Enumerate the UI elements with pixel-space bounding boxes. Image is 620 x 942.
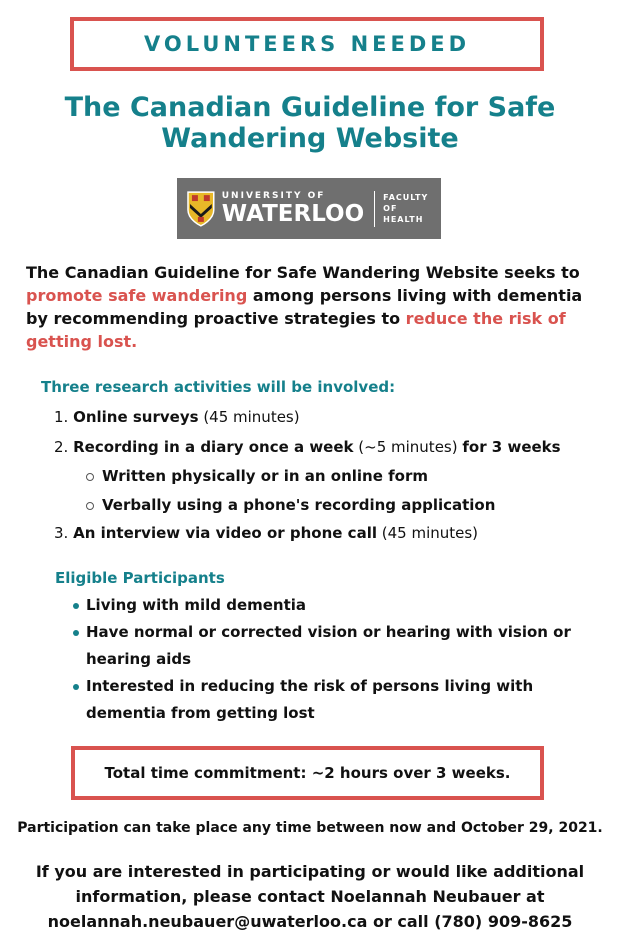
eligible-item-1: Living with mild dementia [86, 596, 307, 614]
activity-2-sub-2: Verbally using a phone's recording application [86, 495, 495, 515]
volunteers-banner [70, 17, 544, 71]
intro-highlight-1: promote safe wandering [26, 286, 248, 305]
logo-faculty [383, 192, 441, 225]
activity-3-duration: (45 minutes) [376, 524, 479, 542]
time-commitment-text: Total time commitment: ~2 hours over 3 weeks. [104, 764, 511, 782]
activity-3-bold: An interview via video or phone call [73, 524, 377, 542]
contact-line-1: If you are interested in participating or would like additional [35, 862, 585, 881]
eligible-item-3: Interested in reducing the risk of persons living with dementia from getting lost [86, 677, 534, 722]
participation-note: Participation can take place any time between now and October 29, 2021. [17, 820, 603, 836]
activity-2-frequency: for 3 weeks [462, 438, 561, 456]
intro-part-1: The Canadian Guideline for Safe Wandering Website seeks to [26, 263, 580, 282]
bullet-dot [73, 603, 79, 609]
title-line-1: The Canadian Guideline for Safe [64, 92, 556, 123]
logo-faculty-line: FACULTY [383, 193, 429, 202]
university-logo [177, 178, 441, 239]
title-line-2: Wandering Website [161, 123, 459, 154]
logo-health-line: OF HEALTH [383, 204, 424, 224]
contact-line-2: information, please contact Noelannah Neubauer at [75, 887, 545, 906]
bullet-dot [73, 684, 79, 690]
logo-university-of: UNIVERSITY OF [221, 191, 326, 201]
intro-part-2: among persons living with dementia by recommending proactive strategies to [26, 286, 583, 328]
eligible-item-2: Have normal or corrected vision or hearing with vision or hearing aids [86, 623, 571, 668]
activities-heading: Three research activities will be involved: [41, 378, 396, 396]
activity-3: 3. An interview via video or phone call (45 minutes) [54, 524, 479, 542]
contact-line-3: noelannah.neubauer@uwaterloo.ca or call (780) 909-8625 [47, 912, 573, 931]
logo-divider [374, 191, 375, 227]
logo-waterloo: WATERLOO [221, 201, 365, 227]
bullet-dot [73, 630, 79, 636]
contact-info [0, 859, 620, 934]
activity-2-duration: (~5 minutes) [353, 438, 463, 456]
activity-2-bold: Recording in a diary once a week [73, 438, 354, 456]
activity-1-duration: (45 minutes) [198, 408, 300, 426]
shield-icon [186, 190, 216, 228]
activity-2: 2. Recording in a diary once a week (~5 minutes) for 3 weeks [54, 438, 561, 456]
eligible-heading: Eligible Participants [55, 569, 225, 587]
activity-1: 1. Online surveys (45 minutes) [54, 408, 300, 426]
intro-highlight-2: reduce the risk of getting lost. [26, 309, 566, 351]
activity-1-bold: Online surveys [73, 408, 199, 426]
logo-wordmark [222, 191, 364, 226]
intro-paragraph [26, 261, 586, 353]
activity-2-sub-1: Written physically or in an online form [86, 466, 428, 486]
banner-text: VOLUNTEERS NEEDED [143, 32, 471, 56]
page-title [0, 92, 620, 154]
time-commitment-box [71, 746, 544, 800]
